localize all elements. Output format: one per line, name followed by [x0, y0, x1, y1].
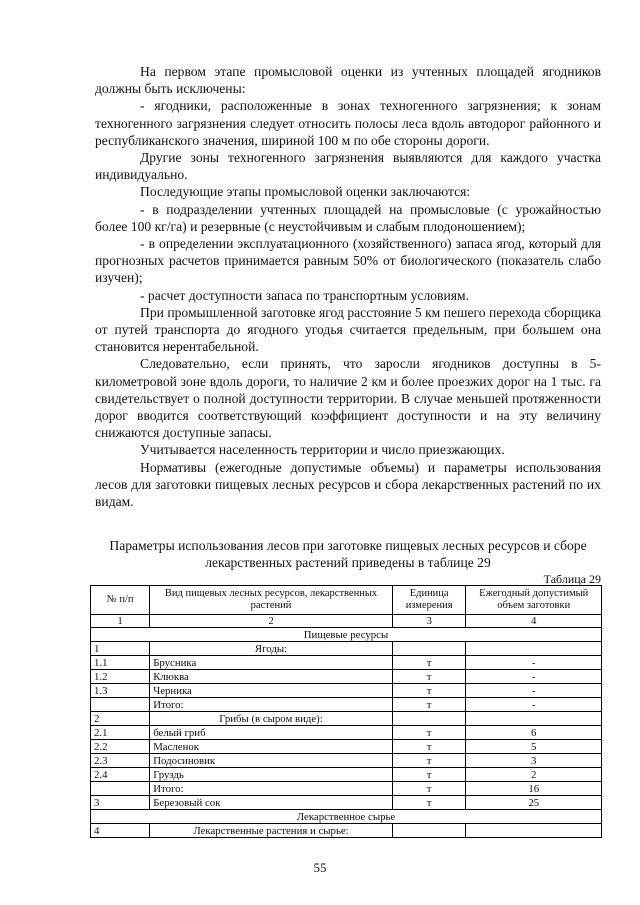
paragraph: Учитывается населенность территории и число приезжающих. [140, 442, 505, 458]
table-row [91, 726, 602, 740]
row-resource-name: Грибы (в сыром виде): [150, 712, 393, 726]
row-resource-name: Масленок [150, 740, 393, 754]
table-row [91, 698, 602, 712]
column-numbers-row [91, 615, 602, 628]
row-unit [392, 642, 466, 656]
table-header-row [91, 586, 602, 615]
parameters-table [90, 585, 602, 838]
row-resource-name: белый гриб [150, 726, 393, 740]
body-text [95, 63, 601, 510]
row-unit [392, 712, 466, 726]
row-resource-name: Груздь [150, 768, 393, 782]
paragraph: - расчет доступности запаса по транспортным условиям. [140, 287, 469, 303]
paragraph: На первом этапе промысловой оценки из учтенных площадей ягодников должны быть исключены: [95, 64, 601, 97]
row-number: 3 [91, 796, 150, 810]
table-row [91, 782, 602, 796]
row-number [91, 698, 150, 712]
row-number [91, 782, 150, 796]
row-volume: - [466, 670, 602, 684]
table-label: Таблица 29 [543, 572, 601, 586]
row-number: 2.1 [91, 726, 150, 740]
row-resource-name: Лекарственные растения и сырье: [150, 824, 393, 838]
table-caption: Параметры использования лесов при заготовке пищевых лесных ресурсов и сборе лекарственных растений приведены в таблице 29 [109, 538, 587, 570]
table-row [91, 656, 602, 670]
row-unit: т [392, 754, 466, 768]
table-row [91, 740, 602, 754]
row-volume: 5 [466, 740, 602, 754]
col-number-4: 4 [466, 615, 602, 628]
row-volume [466, 824, 602, 838]
section-row-medicinal [91, 810, 602, 824]
row-number: 2.3 [91, 754, 150, 768]
row-number: 2.4 [91, 768, 150, 782]
row-volume: 6 [466, 726, 602, 740]
table-row [91, 712, 602, 726]
table-row [91, 670, 602, 684]
col-number-1: 1 [91, 615, 150, 628]
row-volume: - [466, 698, 602, 712]
row-unit: т [392, 726, 466, 740]
paragraph: - в определении эксплуатационного (хозяйственного) запаса ягод, который для прогнозных расчетов принимается равным 50% от биологического (показатель слабо изучен); [95, 236, 601, 286]
table-row [91, 768, 602, 782]
row-unit: т [392, 670, 466, 684]
paragraph: - в подразделении учтенных площадей на промысловые (с урожайностью более 100 кг/га) и резервные (с неустойчивым и слабым плодоношением); [95, 201, 601, 234]
row-unit: т [392, 740, 466, 754]
row-volume [466, 642, 602, 656]
paragraph: При промышленной заготовке ягод расстояние 5 км пешего перехода сборщика от путей транспорта до ягодного угодья считается предельным, при большем она становится нерентабельной. [95, 304, 601, 355]
table-row [91, 824, 602, 838]
paragraph: Последующие этапы промысловой оценки заключаются: [140, 184, 471, 200]
row-resource-name: Черника [150, 684, 393, 698]
header-number: № п/п [91, 586, 150, 615]
col-number-3: 3 [392, 615, 466, 628]
row-unit: т [392, 656, 466, 670]
section-row-food [91, 628, 602, 642]
paragraph: Нормативы (ежегодные допустимые объемы) и параметры использования лесов для заготовки пищевых лесных ресурсов и сбора лекарственных растений по их видам. [95, 459, 601, 510]
row-volume: - [466, 684, 602, 698]
paragraph: - ягодники, расположенные в зонах техногенного загрязнения; к зонам техногенного загрязнения следует относить полосы леса вдоль автодорог районного и республиканского значения, шириной 100 м по обе стороны дороги. [95, 98, 601, 148]
paragraph: Другие зоны техногенного загрязнения выявляются для каждого участка индивидуально. [95, 150, 601, 183]
row-unit: т [392, 698, 466, 712]
row-number: 2.2 [91, 740, 150, 754]
row-volume: - [466, 656, 602, 670]
row-resource-name: Ягоды: [150, 642, 393, 656]
header-unit: Единица измерения [392, 586, 466, 615]
table-row [91, 796, 602, 810]
row-resource-name: Брусника [150, 656, 393, 670]
paragraph: Следовательно, если принять, что заросли ягодников доступны в 5-километровой зоне вдоль дороги, то наличие 2 км и более проезжих дорог на 1 тыс. га свидетельствует о полной доступности территории. В случае меньшей протяженности дорог вводится соответствующий коэффициент доступности и на эту величину снижаются доступные запасы. [95, 356, 601, 441]
row-number: 1 [91, 642, 150, 656]
row-volume: 16 [466, 782, 602, 796]
row-unit: т [392, 768, 466, 782]
header-resource-type: Вид пищевых лесных ресурсов, лекарственных растений [150, 586, 393, 615]
page-number: 55 [313, 860, 327, 875]
table-row [91, 754, 602, 768]
table-row [91, 684, 602, 698]
row-unit: т [392, 796, 466, 810]
row-resource-name: Березовый сок [150, 796, 393, 810]
row-resource-name: Итого: [150, 698, 393, 712]
row-number: 1.2 [91, 670, 150, 684]
row-volume: 3 [466, 754, 602, 768]
row-number: 4 [91, 824, 150, 838]
row-resource-name: Клюква [150, 670, 393, 684]
header-annual-volume: Ежегодный допустимый объем заготовки [466, 586, 602, 615]
row-unit [392, 824, 466, 838]
row-resource-name: Подосиновик [150, 754, 393, 768]
row-volume: 25 [466, 796, 602, 810]
row-number: 1.3 [91, 684, 150, 698]
col-number-2: 2 [150, 615, 393, 628]
row-resource-name: Итого: [150, 782, 393, 796]
row-number: 2 [91, 712, 150, 726]
row-unit: т [392, 684, 466, 698]
row-unit: т [392, 782, 466, 796]
row-number: 1.1 [91, 656, 150, 670]
section-medicinal-raw: Лекарственное сырье [91, 810, 602, 824]
section-food-resources: Пищевые ресурсы [91, 628, 602, 642]
row-volume: 2 [466, 768, 602, 782]
row-volume [466, 712, 602, 726]
table-row [91, 642, 602, 656]
